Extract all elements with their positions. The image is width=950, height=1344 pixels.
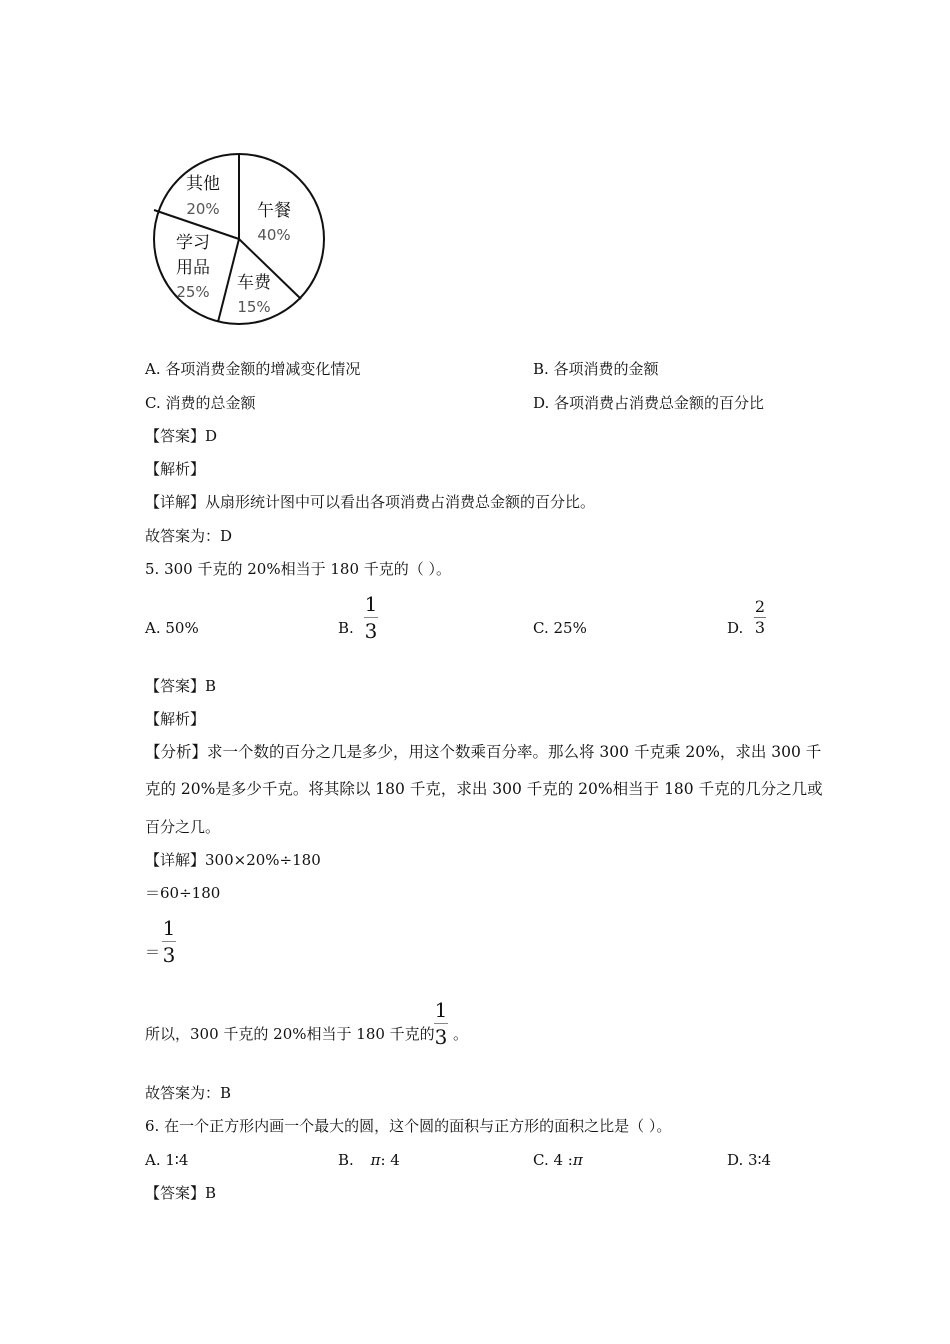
fraction-bar: [364, 617, 378, 618]
q5-detail-line-3-prefix: ＝: [145, 943, 161, 961]
fraction-bar: [434, 1023, 448, 1024]
q5-so-end: 。: [453, 1025, 469, 1043]
q4-option-a: A. 各项消费金额的增减变化情况: [145, 360, 361, 378]
q6-option-b: [338, 1151, 400, 1169]
q4-answer: 【答案】D: [145, 427, 218, 445]
q5-option-b-prefix: B.: [338, 619, 354, 637]
slice-pct-other: 20%: [186, 200, 220, 218]
q4-analysis-heading: 【解析】: [145, 460, 206, 478]
q5-stem: 5. 300 千克的 20%相当于 180 千克的（ ）。: [145, 560, 452, 578]
q4-option-b: B. 各项消费的金额: [533, 360, 659, 378]
q5-so-text: 所以，300 千克的 20%相当于 180 千克的: [145, 1025, 435, 1043]
slice-pct-fare: 15%: [237, 298, 271, 316]
fraction-denominator: 3: [364, 619, 378, 643]
q6-option-c: [533, 1151, 583, 1169]
fraction-numerator: 1: [364, 592, 378, 616]
pi-symbol: π: [370, 1151, 381, 1169]
q5-conclusion: 故答案为：B: [145, 1084, 232, 1102]
q5-option-a: A. 50%: [145, 619, 199, 637]
q6-option-d: D. 3∶4: [727, 1151, 772, 1169]
q5-analysis-heading: 【解析】: [145, 710, 206, 728]
q5-fenxi-line-2: 克的 20%是多少千克。将其除以 180 千克，求出 300 千克的 20%相当于 180 千克的几分之几或: [145, 780, 823, 798]
slice-pct-supplies: 25%: [176, 283, 210, 301]
slice-label-supplies-2: 用品: [176, 258, 210, 278]
q5-fenxi-line-1: 【分析】求一个数的百分之几是多少，用这个数乘百分率。那么将 300 千克乘 20%，求出 300 千: [145, 743, 822, 761]
fraction-numerator: 2: [754, 597, 766, 616]
fraction-numerator: 1: [162, 916, 176, 940]
q5-option-c: C. 25%: [533, 619, 587, 637]
slice-label-lunch: 午餐: [257, 201, 291, 221]
slice-label-other: 其他: [186, 174, 220, 194]
slice-label-fare: 车费: [237, 273, 271, 293]
q6-answer: 【答案】B: [145, 1184, 217, 1202]
pie-divider-bottom: [218, 239, 239, 322]
q6-option-c-prefix: C. 4 :: [533, 1151, 573, 1169]
slice-pct-lunch: 40%: [257, 226, 291, 244]
q5-option-b-fraction: [364, 594, 378, 641]
slice-label-supplies-1: 学习: [176, 233, 210, 253]
pie-chart: [146, 152, 332, 326]
fraction-numerator: 1: [434, 998, 448, 1022]
q5-option-d-fraction: [754, 599, 766, 636]
q4-option-c: C. 消费的总金额: [145, 394, 256, 412]
q5-fenxi-line-3: 百分之几。: [145, 818, 221, 836]
fraction-denominator: 3: [754, 618, 766, 637]
pi-symbol: π: [572, 1151, 583, 1169]
q5-detail-line-2: ＝60÷180: [145, 884, 221, 902]
fraction-denominator: 3: [162, 943, 176, 967]
q5-detail-line-1: 【详解】300×20%÷180: [145, 851, 321, 869]
q6-stem: 6. 在一个正方形内画一个最大的圆，这个圆的面积与正方形的面积之比是（ ）。: [145, 1117, 672, 1135]
q6-option-a: A. 1∶4: [145, 1151, 189, 1169]
q5-detail-fraction: [162, 918, 176, 965]
fraction-denominator: 3: [434, 1025, 448, 1049]
q4-detail: 【详解】从扇形统计图中可以看出各项消费占消费总金额的百分比。: [145, 493, 596, 511]
q4-option-d: D. 各项消费占消费总金额的百分比: [533, 394, 765, 412]
q5-option-d-prefix: D.: [727, 619, 744, 637]
fraction-bar: [162, 941, 176, 942]
q5-so-fraction: [434, 1000, 448, 1047]
q6-option-b-rest: : 4: [380, 1151, 400, 1169]
q5-answer: 【答案】B: [145, 677, 217, 695]
q4-conclusion: 故答案为：D: [145, 527, 233, 545]
q6-option-b-prefix: B.: [338, 1151, 354, 1169]
